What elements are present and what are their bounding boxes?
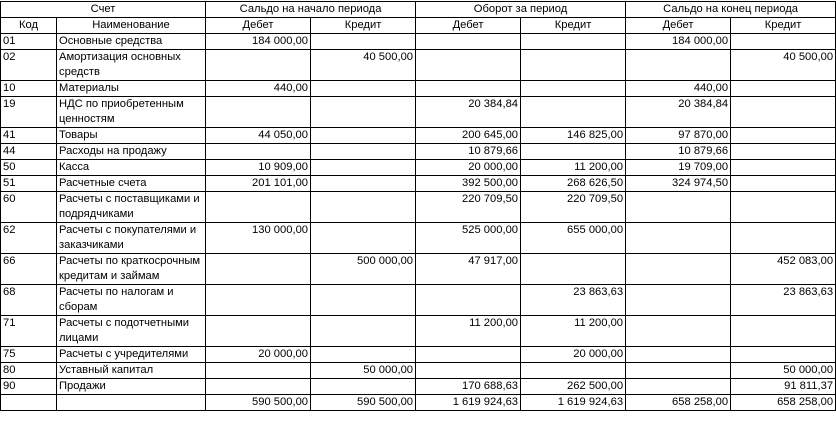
turnover-debit (416, 347, 521, 363)
account-name: Товары (57, 128, 206, 144)
turnover-debit: 47 917,00 (416, 254, 521, 285)
account-code: 62 (1, 223, 57, 254)
opening-debit (206, 379, 311, 395)
opening-debit (206, 363, 311, 379)
turnover-debit: 20 000,00 (416, 160, 521, 176)
account-name: НДС по приобретенным ценностям (57, 97, 206, 128)
account-name: Расчетные счета (57, 176, 206, 192)
account-code: 75 (1, 347, 57, 363)
turnover-credit: 268 626,50 (521, 176, 626, 192)
turnover-debit-header: Дебет (416, 18, 521, 34)
opening-debit: 10 909,00 (206, 160, 311, 176)
turnover-balance-sheet (0, 1, 836, 411)
closing-debit (626, 50, 731, 81)
turnover-debit (416, 81, 521, 97)
turnover-credit: 220 709,50 (521, 192, 626, 223)
opening-debit: 44 050,00 (206, 128, 311, 144)
opening-debit (206, 50, 311, 81)
turnover-credit: 655 000,00 (521, 223, 626, 254)
account-code: 01 (1, 34, 57, 50)
account-name: Основные средства (57, 34, 206, 50)
account-name: Касса (57, 160, 206, 176)
table-row (1, 316, 836, 347)
opening-debit (206, 254, 311, 285)
total-opening-credit: 590 500,00 (311, 395, 416, 411)
closing-credit: 40 500,00 (731, 50, 836, 81)
turnover-debit (416, 50, 521, 81)
account-code: 41 (1, 128, 57, 144)
turnover-credit (521, 363, 626, 379)
account-code: 19 (1, 97, 57, 128)
header-row-1 (1, 2, 836, 18)
account-code: 02 (1, 50, 57, 81)
closing-debit: 184 000,00 (626, 34, 731, 50)
account-name: Расчеты с покупателями и заказчиками (57, 223, 206, 254)
opening-debit (206, 144, 311, 160)
closing-credit (731, 192, 836, 223)
turnover-credit (521, 81, 626, 97)
opening-debit (206, 285, 311, 316)
opening-credit (311, 160, 416, 176)
turnover-credit (521, 254, 626, 285)
opening-debit-header: Дебет (206, 18, 311, 34)
account-name: Расчеты по краткосрочным кредитам и займам (57, 254, 206, 285)
table-row (1, 347, 836, 363)
totals-code-cell (1, 395, 57, 411)
account-header: Счет (1, 2, 206, 18)
turnover-debit: 525 000,00 (416, 223, 521, 254)
closing-credit (731, 128, 836, 144)
closing-debit (626, 223, 731, 254)
closing-debit (626, 379, 731, 395)
account-code: 44 (1, 144, 57, 160)
opening-credit (311, 34, 416, 50)
opening-balance-header: Сальдо на начало периода (206, 2, 416, 18)
table-row (1, 50, 836, 81)
table-row (1, 97, 836, 128)
closing-credit (731, 223, 836, 254)
turnover-credit: 20 000,00 (521, 347, 626, 363)
opening-debit: 20 000,00 (206, 347, 311, 363)
turnover-credit (521, 144, 626, 160)
turnover-debit (416, 363, 521, 379)
turnover-debit: 200 645,00 (416, 128, 521, 144)
account-name: Расчеты с учредителями (57, 347, 206, 363)
opening-credit: 500 000,00 (311, 254, 416, 285)
table-row (1, 34, 836, 50)
total-turnover-debit: 1 619 924,63 (416, 395, 521, 411)
closing-credit-header: Кредит (731, 18, 836, 34)
totals-name-cell (57, 395, 206, 411)
opening-credit (311, 347, 416, 363)
closing-credit (731, 97, 836, 128)
table-row (1, 363, 836, 379)
opening-credit-header: Кредит (311, 18, 416, 34)
opening-debit: 440,00 (206, 81, 311, 97)
turnover-credit: 146 825,00 (521, 128, 626, 144)
table-row (1, 254, 836, 285)
closing-debit-header: Дебет (626, 18, 731, 34)
closing-credit: 452 083,00 (731, 254, 836, 285)
closing-credit (731, 34, 836, 50)
account-name: Расчеты по налогам и сборам (57, 285, 206, 316)
turnover-credit: 11 200,00 (521, 160, 626, 176)
turnover-debit (416, 285, 521, 316)
closing-credit (731, 160, 836, 176)
closing-credit: 50 000,00 (731, 363, 836, 379)
turnover-credit (521, 50, 626, 81)
opening-credit (311, 128, 416, 144)
closing-balance-header: Сальдо на конец периода (626, 2, 836, 18)
closing-credit (731, 81, 836, 97)
table-row (1, 81, 836, 97)
table-row (1, 160, 836, 176)
account-name: Материалы (57, 81, 206, 97)
account-name: Расчеты с поставщиками и подрядчиками (57, 192, 206, 223)
closing-credit (731, 144, 836, 160)
opening-debit (206, 97, 311, 128)
account-code: 90 (1, 379, 57, 395)
closing-debit: 324 974,50 (626, 176, 731, 192)
closing-debit: 10 879,66 (626, 144, 731, 160)
account-code: 10 (1, 81, 57, 97)
account-name: Расходы на продажу (57, 144, 206, 160)
total-closing-credit: 658 258,00 (731, 395, 836, 411)
account-code: 80 (1, 363, 57, 379)
opening-credit: 40 500,00 (311, 50, 416, 81)
table-row (1, 223, 836, 254)
opening-credit (311, 285, 416, 316)
closing-debit (626, 285, 731, 316)
account-code: 60 (1, 192, 57, 223)
opening-debit (206, 192, 311, 223)
turnover-debit: 20 384,84 (416, 97, 521, 128)
turnover-debit: 170 688,63 (416, 379, 521, 395)
account-name: Продажи (57, 379, 206, 395)
code-column-header: Код (1, 18, 57, 34)
opening-credit (311, 192, 416, 223)
table-row (1, 192, 836, 223)
account-code: 71 (1, 316, 57, 347)
closing-debit: 19 709,00 (626, 160, 731, 176)
account-code: 66 (1, 254, 57, 285)
opening-credit (311, 379, 416, 395)
closing-debit (626, 316, 731, 347)
account-name: Уставный капитал (57, 363, 206, 379)
turnover-debit: 220 709,50 (416, 192, 521, 223)
header-row-2 (1, 18, 836, 34)
closing-debit (626, 192, 731, 223)
total-closing-debit: 658 258,00 (626, 395, 731, 411)
account-name: Амортизация основных средств (57, 50, 206, 81)
closing-debit (626, 347, 731, 363)
account-code: 51 (1, 176, 57, 192)
total-opening-debit: 590 500,00 (206, 395, 311, 411)
table-row (1, 144, 836, 160)
opening-debit: 201 101,00 (206, 176, 311, 192)
opening-credit (311, 316, 416, 347)
account-code: 50 (1, 160, 57, 176)
turnover-debit: 392 500,00 (416, 176, 521, 192)
table-row (1, 379, 836, 395)
table-body (1, 34, 836, 395)
closing-credit (731, 176, 836, 192)
closing-debit (626, 254, 731, 285)
turnover-debit: 10 879,66 (416, 144, 521, 160)
closing-credit: 91 811,37 (731, 379, 836, 395)
closing-credit (731, 316, 836, 347)
name-column-header: Наименование (57, 18, 206, 34)
totals-row (1, 395, 836, 411)
closing-credit (731, 347, 836, 363)
closing-debit: 20 384,84 (626, 97, 731, 128)
closing-debit: 440,00 (626, 81, 731, 97)
table-row (1, 128, 836, 144)
opening-debit: 184 000,00 (206, 34, 311, 50)
table-row (1, 176, 836, 192)
account-name: Расчеты с подотчетными лицами (57, 316, 206, 347)
closing-credit: 23 863,63 (731, 285, 836, 316)
total-turnover-credit: 1 619 924,63 (521, 395, 626, 411)
closing-debit (626, 363, 731, 379)
opening-debit: 130 000,00 (206, 223, 311, 254)
turnover-debit: 11 200,00 (416, 316, 521, 347)
turnover-credit: 23 863,63 (521, 285, 626, 316)
turnover-credit: 262 500,00 (521, 379, 626, 395)
opening-credit (311, 81, 416, 97)
opening-credit: 50 000,00 (311, 363, 416, 379)
opening-debit (206, 316, 311, 347)
closing-debit: 97 870,00 (626, 128, 731, 144)
account-code: 68 (1, 285, 57, 316)
turnover-debit (416, 34, 521, 50)
turnover-credit (521, 97, 626, 128)
turnover-credit: 11 200,00 (521, 316, 626, 347)
turnover-credit (521, 34, 626, 50)
opening-credit (311, 176, 416, 192)
opening-credit (311, 97, 416, 128)
opening-credit (311, 223, 416, 254)
turnover-credit-header: Кредит (521, 18, 626, 34)
table-row (1, 285, 836, 316)
opening-credit (311, 144, 416, 160)
turnover-header: Оборот за период (416, 2, 626, 18)
